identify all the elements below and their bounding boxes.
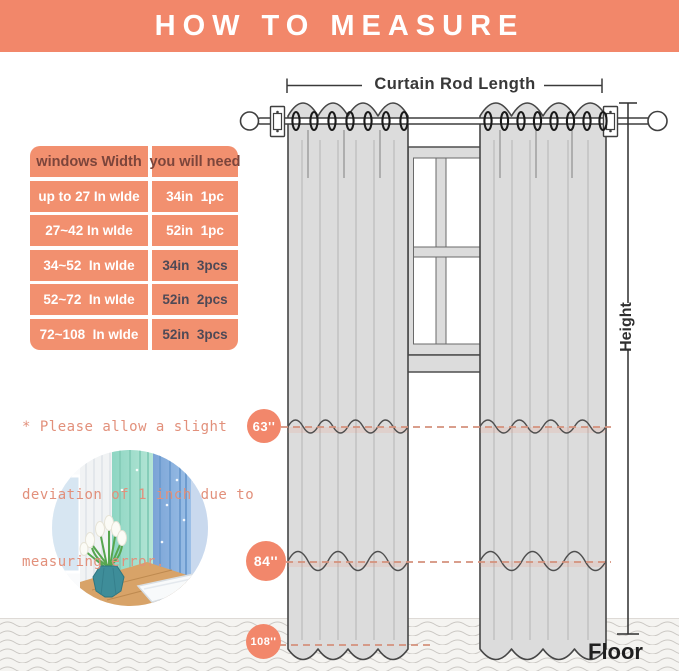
table-cell-width-2: 34~52 In wIde <box>30 250 148 281</box>
size-table <box>30 146 241 350</box>
right-curtain-panel <box>480 103 606 660</box>
table-cell-need-4: 52in 3pcs <box>152 319 238 350</box>
height-measure-line <box>617 103 639 634</box>
col-header-windows-width: windows Width <box>30 146 148 177</box>
rod-bracket-left <box>271 107 285 137</box>
table-cell-need-0: 34in 1pc <box>152 181 238 212</box>
table-cell-need-1: 52in 1pc <box>152 215 238 246</box>
table-cell-width-0: up to 27 In wIde <box>30 181 148 212</box>
table-cell-need-2: 34in 3pcs <box>152 250 238 281</box>
note-line-3: measuring error. <box>22 554 165 570</box>
table-cell-width-3: 52~72 In wIde <box>30 284 148 315</box>
measuring-note <box>22 371 254 619</box>
badge-108-inch: 108'' <box>246 624 281 659</box>
height-label: Height <box>618 302 635 352</box>
note-line-2: deviation of 1 inch due to <box>22 486 255 503</box>
table-cell-width-1: 27~42 In wIde <box>30 215 148 246</box>
header-bar <box>0 0 679 52</box>
badge-84-inch: 84'' <box>246 541 286 581</box>
table-cell-need-3: 52in 2pcs <box>152 284 238 315</box>
badge-63-inch: 63'' <box>247 409 281 443</box>
floor-label: Floor <box>588 639 643 664</box>
rod-finial-left <box>241 112 259 130</box>
left-curtain-panel <box>288 103 408 660</box>
note-line-1: * Please allow a slight <box>22 419 228 435</box>
curtain-rod-length-label: Curtain Rod Length <box>374 75 536 93</box>
page-title: HOW TO MEASURE <box>154 9 525 42</box>
table-cell-width-4: 72~108 In wIde <box>30 319 148 350</box>
col-header-you-will-need: you will need <box>152 146 238 177</box>
rod-finial-right <box>648 112 667 131</box>
